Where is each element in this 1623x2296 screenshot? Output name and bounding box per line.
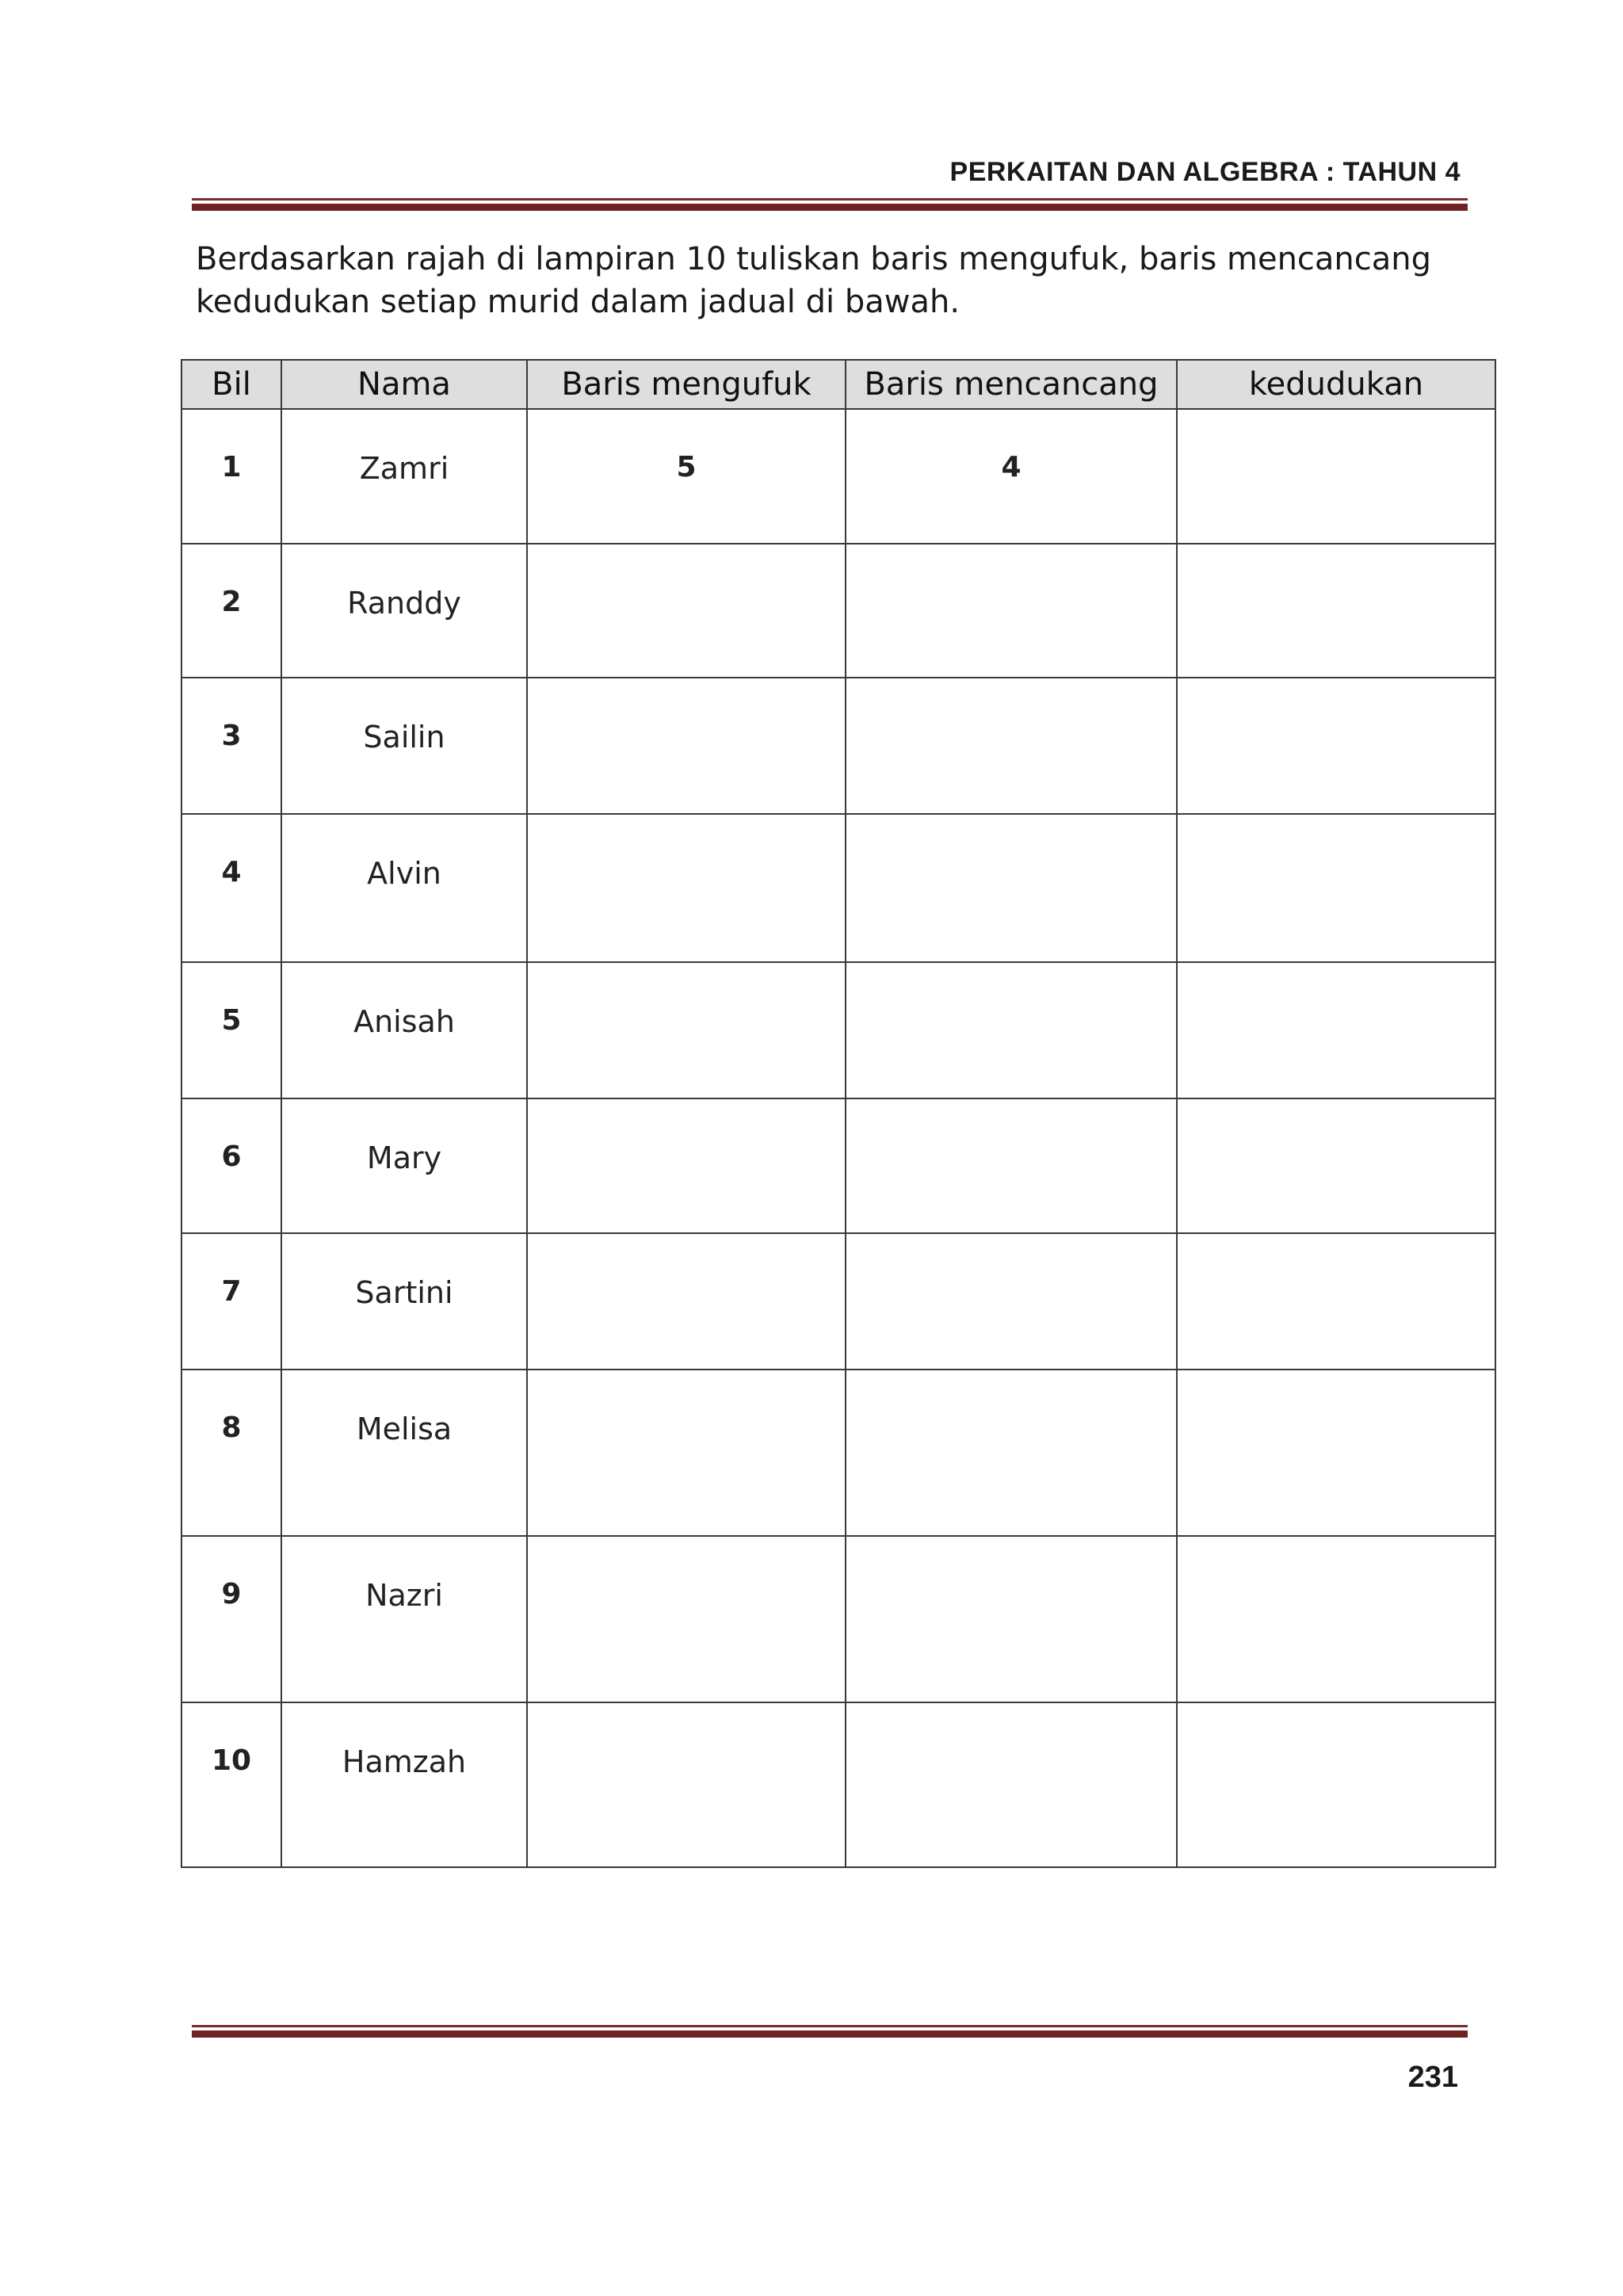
cell-nama xyxy=(281,962,527,1098)
instruction-text xyxy=(196,238,1503,323)
cell-nama xyxy=(281,1233,527,1370)
cell-kedudukan-text xyxy=(1178,815,1495,856)
cell-bil xyxy=(181,544,281,678)
cell-baris-mencancang-text xyxy=(846,963,1176,1004)
cell-kedudukan xyxy=(1177,1370,1495,1536)
cell-baris-mencancang xyxy=(846,1098,1177,1233)
cell-nama xyxy=(281,544,527,678)
cell-nama-text: Anisah xyxy=(353,1004,455,1039)
cell-baris-mencancang xyxy=(846,1536,1177,1702)
cell-kedudukan-text xyxy=(1178,1703,1495,1744)
cell-kedudukan-text xyxy=(1178,963,1495,1004)
column-header-bil: Bil xyxy=(181,360,281,409)
cell-bil xyxy=(181,1536,281,1702)
cell-bil-text: 6 xyxy=(221,1140,242,1173)
column-header-baris-mencancang: Baris mencancang xyxy=(846,360,1177,409)
cell-bil xyxy=(181,814,281,962)
cell-baris-mencancang xyxy=(846,544,1177,678)
table-row xyxy=(181,1702,1495,1867)
cell-bil xyxy=(181,1702,281,1867)
cell-nama-text: Melisa xyxy=(356,1412,453,1446)
cell-nama xyxy=(281,1098,527,1233)
cell-nama-text: Hamzah xyxy=(342,1744,467,1779)
cell-kedudukan-text xyxy=(1178,1537,1495,1578)
cell-kedudukan-text xyxy=(1178,1370,1495,1412)
cell-baris-mencancang-text xyxy=(846,544,1176,586)
cell-bil-text: 1 xyxy=(221,451,242,483)
cell-nama xyxy=(281,678,527,814)
cell-kedudukan-text xyxy=(1178,1099,1495,1140)
cell-baris-mengufuk xyxy=(527,678,846,814)
cell-bil-text: 4 xyxy=(221,856,242,888)
cell-baris-mengufuk xyxy=(527,1370,846,1536)
cell-baris-mengufuk-text xyxy=(528,1370,845,1412)
cell-nama xyxy=(281,409,527,544)
cell-nama-text: Nazri xyxy=(365,1578,443,1613)
cell-baris-mencancang xyxy=(846,1370,1177,1536)
cell-nama-text: Sailin xyxy=(363,720,445,755)
cell-nama xyxy=(281,1536,527,1702)
cell-nama-text: Alvin xyxy=(367,856,441,891)
table-row xyxy=(181,1233,1495,1370)
cell-baris-mengufuk xyxy=(527,1536,846,1702)
cell-bil xyxy=(181,1098,281,1233)
cell-kedudukan xyxy=(1177,1233,1495,1370)
cell-baris-mengufuk xyxy=(527,1233,846,1370)
cell-baris-mengufuk-text xyxy=(528,963,845,1004)
cell-nama-text: Zamri xyxy=(359,451,449,486)
cell-baris-mengufuk xyxy=(527,1702,846,1867)
cell-bil-text: 7 xyxy=(221,1275,242,1308)
cell-bil xyxy=(181,409,281,544)
table-row xyxy=(181,1098,1495,1233)
cell-baris-mengufuk xyxy=(527,409,846,544)
cell-bil-text: 3 xyxy=(221,720,242,752)
page-number: 231 xyxy=(1407,2061,1458,2094)
cell-bil-text: 10 xyxy=(211,1744,252,1777)
cell-kedudukan xyxy=(1177,544,1495,678)
cell-nama xyxy=(281,814,527,962)
cell-kedudukan xyxy=(1177,1702,1495,1867)
table-row xyxy=(181,1370,1495,1536)
cell-baris-mengufuk-text xyxy=(528,1099,845,1140)
cell-bil xyxy=(181,678,281,814)
cell-baris-mencancang-text xyxy=(846,1537,1176,1578)
cell-baris-mengufuk xyxy=(527,1098,846,1233)
cell-baris-mengufuk-text xyxy=(528,815,845,856)
cell-kedudukan-text xyxy=(1178,410,1495,451)
cell-nama-text: Sartini xyxy=(355,1275,453,1310)
student-position-table xyxy=(181,359,1496,1868)
column-header-baris-mengufuk: Baris mengufuk xyxy=(527,360,846,409)
cell-baris-mencancang-text xyxy=(846,1370,1176,1412)
cell-baris-mencancang-text xyxy=(846,1234,1176,1275)
cell-kedudukan xyxy=(1177,1536,1495,1702)
cell-baris-mengufuk-text xyxy=(528,1537,845,1578)
footer-divider xyxy=(192,2025,1468,2038)
table-row xyxy=(181,544,1495,678)
cell-baris-mengufuk xyxy=(527,962,846,1098)
table-header-row xyxy=(181,360,1495,409)
cell-baris-mencancang xyxy=(846,1233,1177,1370)
table-row xyxy=(181,678,1495,814)
cell-baris-mencancang xyxy=(846,1702,1177,1867)
cell-baris-mencancang xyxy=(846,962,1177,1098)
cell-kedudukan xyxy=(1177,962,1495,1098)
cell-baris-mengufuk xyxy=(527,814,846,962)
cell-baris-mengufuk-text xyxy=(528,1234,845,1275)
cell-bil xyxy=(181,1370,281,1536)
column-header-kedudukan: kedudukan xyxy=(1177,360,1495,409)
cell-baris-mencancang-text xyxy=(846,1703,1176,1744)
cell-baris-mengufuk-text: 5 xyxy=(676,451,697,483)
cell-baris-mencancang xyxy=(846,814,1177,962)
table-row xyxy=(181,962,1495,1098)
cell-baris-mencancang xyxy=(846,678,1177,814)
instruction-line-2: kedudukan setiap murid dalam jadual di bawah. xyxy=(196,284,960,320)
cell-nama-text: Randdy xyxy=(347,586,461,621)
column-header-nama: Nama xyxy=(281,360,527,409)
cell-baris-mencancang xyxy=(846,409,1177,544)
cell-bil xyxy=(181,962,281,1098)
cell-kedudukan xyxy=(1177,814,1495,962)
cell-kedudukan-text xyxy=(1178,1234,1495,1275)
cell-nama-text: Mary xyxy=(366,1140,442,1175)
table-row xyxy=(181,409,1495,544)
cell-kedudukan xyxy=(1177,1098,1495,1233)
cell-baris-mencancang-text: 4 xyxy=(1001,451,1022,483)
cell-baris-mencancang-text xyxy=(846,815,1176,856)
cell-kedudukan xyxy=(1177,678,1495,814)
cell-nama xyxy=(281,1702,527,1867)
header-divider xyxy=(192,198,1468,211)
cell-baris-mengufuk-text xyxy=(528,1703,845,1744)
cell-bil-text: 2 xyxy=(221,586,242,618)
cell-kedudukan-text xyxy=(1178,544,1495,586)
cell-bil xyxy=(181,1233,281,1370)
cell-nama xyxy=(281,1370,527,1536)
page-header-title: PERKAITAN DAN ALGEBRA : TAHUN 4 xyxy=(949,157,1461,187)
cell-baris-mengufuk-text xyxy=(528,678,845,720)
cell-baris-mencancang-text xyxy=(846,678,1176,720)
cell-kedudukan xyxy=(1177,409,1495,544)
cell-baris-mengufuk-text xyxy=(528,544,845,586)
cell-bil-text: 5 xyxy=(221,1004,242,1037)
cell-baris-mengufuk xyxy=(527,544,846,678)
cell-kedudukan-text xyxy=(1178,678,1495,720)
cell-bil-text: 8 xyxy=(221,1412,242,1444)
instruction-line-1: Berdasarkan rajah di lampiran 10 tuliskan baris mengufuk, baris mencancang xyxy=(196,241,1432,277)
cell-bil-text: 9 xyxy=(221,1578,242,1610)
table-row xyxy=(181,1536,1495,1702)
cell-baris-mencancang-text xyxy=(846,1099,1176,1140)
table-row xyxy=(181,814,1495,962)
